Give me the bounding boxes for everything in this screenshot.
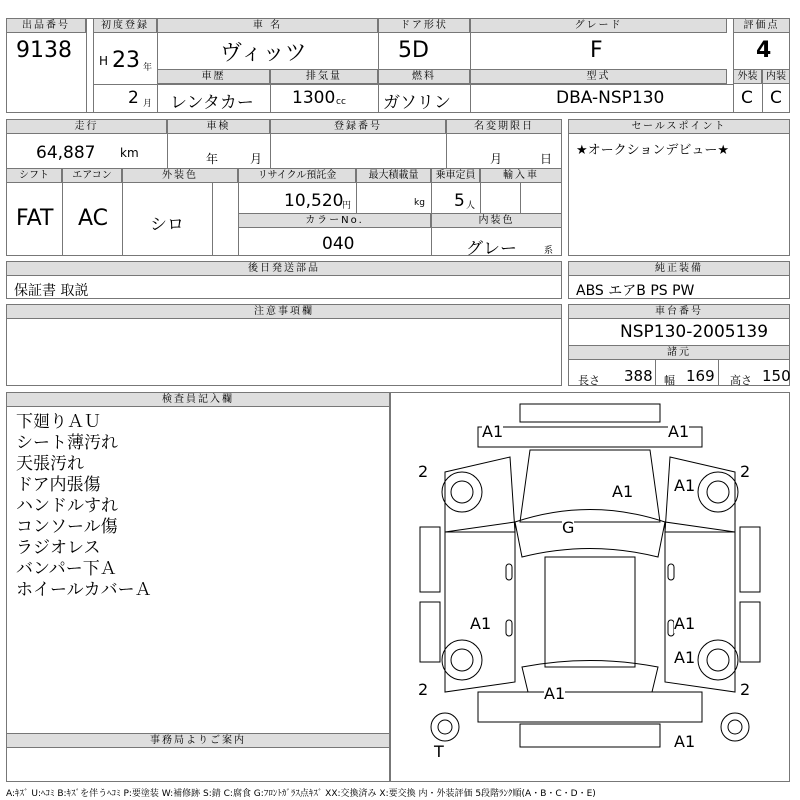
int-header: 内装: [762, 69, 790, 84]
door-header: ドア形状: [378, 18, 470, 33]
load-unit: kg: [414, 198, 425, 208]
color-no: 040: [322, 234, 355, 254]
first-reg-year: 23: [112, 48, 140, 73]
insp-year-unit: 年: [206, 152, 219, 166]
grade-header: グレード: [470, 18, 727, 33]
exterior-color: シロ: [150, 215, 184, 235]
inspector-line: バンパー下Ａ: [16, 559, 117, 579]
color-no-header: カラーNo.: [238, 213, 431, 228]
capacity-unit: 人: [466, 201, 476, 211]
width-label: 幅: [664, 374, 675, 387]
load-header: 最大積載量: [356, 168, 431, 183]
deadline-day-unit: 日: [540, 152, 553, 166]
recycle-unit: 円: [342, 201, 352, 211]
length-label: 長さ: [578, 374, 600, 387]
displacement-unit: cc: [336, 97, 346, 107]
first-reg-month: 2: [128, 88, 139, 108]
width: 169: [686, 367, 715, 385]
deadline-month-unit: 月: [490, 152, 503, 166]
ext-score: C: [741, 88, 753, 108]
chassis-number: NSP130-2005139: [620, 322, 769, 342]
int-score: C: [770, 88, 782, 108]
later-parts-header: 後日発送部品: [6, 261, 562, 276]
notes-header: 注意事項欄: [6, 304, 562, 319]
first-reg-header: 初度登録: [93, 18, 157, 33]
specs-header: 諸元: [568, 345, 790, 360]
height-label: 高さ: [730, 374, 752, 387]
inspection-header: 車検: [167, 119, 270, 134]
ac: AC: [78, 206, 109, 231]
displacement-header: 排気量: [270, 69, 378, 84]
inspector-lines: [16, 412, 152, 601]
shift-header: シフト: [6, 168, 62, 183]
inspector-line: コンソール傷: [16, 517, 118, 537]
office-header: 事務局よりご案内: [6, 733, 390, 748]
int-color-unit: 系: [544, 246, 554, 256]
damage-mark: A1: [544, 684, 566, 703]
score: 4: [756, 38, 772, 63]
inspector-line: 天張汚れ: [16, 454, 84, 474]
insp-month-unit: 月: [250, 152, 263, 166]
int-color-header: 内装色: [431, 213, 562, 228]
car-name-header: 車 名: [157, 18, 378, 33]
inspector-line: ハンドルすれ: [16, 496, 118, 516]
chassis-header: 車台番号: [568, 304, 790, 319]
import-header: 輸入車: [480, 168, 562, 183]
diagram-marks: [390, 392, 790, 782]
reg-no-header: 登録番号: [270, 119, 446, 134]
later-parts-text: 保証書 取説: [14, 283, 89, 299]
mileage-header: 走行: [6, 119, 167, 134]
recycle-header: リサイクル預託金: [238, 168, 356, 183]
color-header: 外装色: [122, 168, 238, 183]
ac-header: エアコン: [62, 168, 122, 183]
lot-header: 出品番号: [6, 18, 86, 33]
legend: A:ｷｽﾞ U:ﾍｺﾐ B:ｷｽﾞを伴うﾍｺﾐ P:要塗装 W:補修跡 S:錆 C:腐食 G:ﾌﾛﾝﾄｶﾞﾗｽ点ｷｽﾞ XX:交換済み X:要交換 内・外装評価 5段階ﾗﾝｸ順(A・B・C・D・E): [6, 789, 596, 799]
damage-mark: T: [434, 742, 444, 761]
car-name: ヴィッツ: [220, 41, 307, 66]
deadline-header: 名変期限日: [446, 119, 562, 134]
lot-number: 9138: [16, 38, 72, 63]
displacement: 1300: [292, 88, 336, 108]
history-header: 車歴: [157, 69, 270, 84]
fuel-header: 燃料: [378, 69, 470, 84]
recycle-fee: 10,520: [284, 191, 344, 211]
damage-mark: 2: [740, 680, 751, 699]
inspector-line: 下廻りＡＵ: [16, 412, 101, 432]
damage-mark: A1: [482, 422, 504, 441]
inspector-line: ドア内張傷: [16, 475, 101, 495]
damage-mark: A1: [674, 648, 696, 667]
damage-mark: A1: [668, 422, 690, 441]
fuel: ガソリン: [383, 93, 451, 113]
model-header: 型式: [470, 69, 727, 84]
damage-mark: A1: [674, 614, 696, 633]
damage-mark: 2: [418, 680, 429, 699]
capacity: 5: [454, 191, 465, 211]
damage-mark: G: [562, 518, 575, 537]
era: H: [99, 54, 109, 68]
equipment-text: ABS エアB PS PW: [576, 283, 695, 299]
sales-point-text: ★オークションデビュー★: [576, 143, 730, 158]
inspector-line: シート薄汚れ: [16, 433, 118, 453]
damage-mark: 2: [418, 462, 429, 481]
interior-color: グレー: [466, 239, 517, 259]
ext-header: 外装: [733, 69, 762, 84]
length: 388: [624, 367, 653, 385]
grade: F: [590, 38, 603, 63]
height: 150: [762, 367, 791, 385]
history: レンタカー: [170, 93, 254, 113]
inspector-header: 検査員記入欄: [6, 392, 390, 407]
score-header: 評価点: [733, 18, 790, 33]
damage-mark: 2: [740, 462, 751, 481]
model: DBA-NSP130: [556, 88, 665, 108]
inspector-line: ホイールカバーＡ: [16, 580, 152, 600]
shift: FAT: [16, 206, 54, 231]
equipment-header: 純正装備: [568, 261, 790, 276]
damage-mark: A1: [612, 482, 634, 501]
damage-mark: A1: [470, 614, 492, 633]
door-type: 5D: [398, 38, 429, 63]
inspector-line: ラジオレス: [16, 538, 101, 558]
sales-point-header: セールスポイント: [568, 119, 790, 134]
mileage: 64,887: [36, 143, 96, 163]
capacity-header: 乗車定員: [431, 168, 480, 183]
mileage-unit: km: [120, 146, 139, 160]
damage-mark: A1: [674, 476, 696, 495]
year-unit: 年: [143, 63, 153, 73]
month-unit: 月: [143, 99, 153, 109]
damage-mark: A1: [674, 732, 696, 751]
